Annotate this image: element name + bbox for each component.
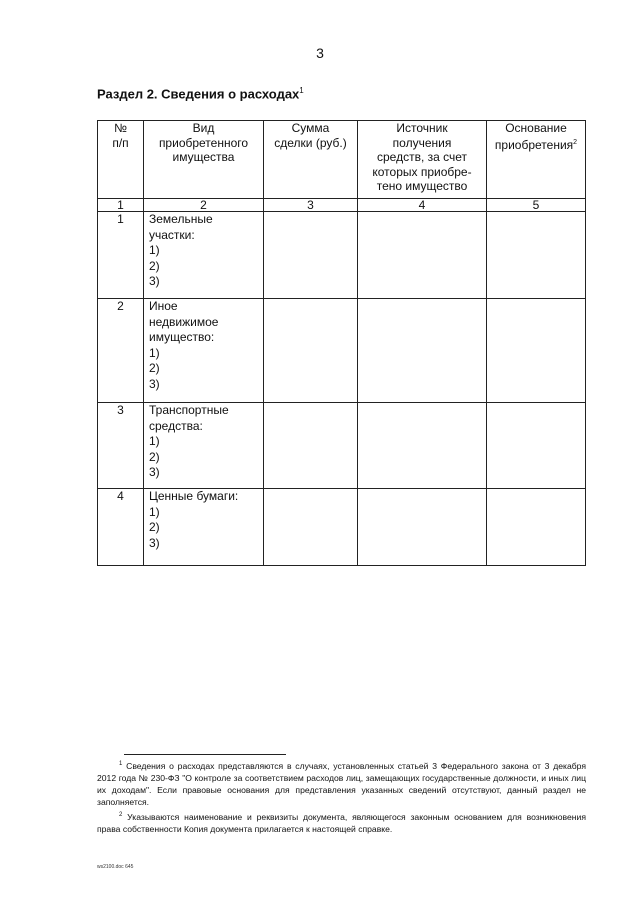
header-line: Сумма (291, 121, 330, 135)
header-line: Основание (505, 121, 567, 135)
footnote-text: Сведения о расходах представляются в случаях, установленных статьей 3 Федерального закона от 3 декабря 2012 года № 230-ФЗ "О контроле за соответствием расходов лиц, замещающих государственные должности, и иных лиц их доходам". Если правовые основания для представления указанных сведений отсутствуют, данный раздел не заполняется. (97, 760, 586, 808)
header-line: которых приобре- (372, 164, 472, 179)
header-line: сделки (руб.) (274, 135, 347, 150)
footnote-2 (97, 809, 586, 835)
funding-source-cell[interactable] (358, 299, 487, 403)
column-number: 5 (487, 199, 586, 212)
table-row (98, 403, 586, 489)
property-type-line: 1) (149, 434, 160, 448)
header-footnote-mark: 2 (573, 138, 578, 146)
header-line: тено имущество (376, 179, 468, 193)
header-line: п/п (112, 135, 129, 150)
property-type-line: 3) (149, 465, 160, 479)
property-type-line: имущество: (149, 330, 215, 344)
column-number: 1 (98, 199, 144, 212)
header-cell-1 (98, 121, 144, 199)
footnote-text: Указываются наименование и реквизиты документа, являющегося законным основанием для возникновения права собственности Копия документа прилагается к настоящей справке. (97, 811, 587, 834)
property-type-line: участки: (149, 227, 195, 242)
column-number-row (98, 199, 586, 212)
property-type-line: 3) (149, 376, 160, 391)
column-number: 4 (358, 199, 487, 212)
property-type-cell (144, 403, 264, 489)
footnotes (97, 758, 586, 835)
acquisition-basis-cell[interactable] (487, 212, 586, 299)
header-cell-2 (144, 121, 264, 199)
acquisition-basis-cell[interactable] (487, 489, 586, 566)
header-line: Вид (192, 121, 215, 135)
header-cell-4 (358, 121, 487, 199)
footnote-1 (97, 758, 586, 809)
table-row (98, 212, 586, 299)
funding-source-cell[interactable] (358, 489, 487, 566)
header-line: имущества (172, 150, 235, 164)
column-number: 2 (144, 199, 264, 212)
property-type-line: Иное (149, 299, 178, 313)
section-title-text: Раздел 2. Сведения о расходах (97, 86, 300, 102)
property-type-cell (144, 489, 264, 566)
acquisition-basis-cell[interactable] (487, 403, 586, 489)
header-line: № (114, 121, 127, 135)
property-type-line: 1) (149, 243, 160, 257)
table-header-row (98, 121, 586, 199)
header-line: приобретенного (158, 135, 249, 150)
row-number: 3 (98, 403, 144, 489)
section-footnote-mark: 1 (299, 86, 304, 95)
amount-cell[interactable] (264, 489, 358, 566)
funding-source-cell[interactable] (358, 212, 487, 299)
page-number: 3 (316, 45, 324, 61)
row-number: 2 (98, 299, 144, 403)
header-line: средств, за счет (376, 150, 468, 164)
header-line (487, 136, 585, 153)
footnote-mark: 2 (119, 811, 123, 818)
amount-cell[interactable] (264, 403, 358, 489)
header-line-text: приобретения (494, 137, 574, 152)
property-type-line: 2) (149, 520, 160, 534)
property-type-line: средства: (149, 418, 203, 433)
property-type-line: Ценные бумаги: (149, 489, 239, 503)
footnote-separator (124, 754, 286, 755)
property-type-line: 2) (149, 449, 160, 464)
header-cell-5 (487, 121, 586, 199)
section-title (97, 86, 304, 101)
expenses-table (97, 120, 586, 566)
property-type-line: Земельные (149, 212, 213, 226)
table-row (98, 489, 586, 566)
property-type-line: 1) (149, 345, 160, 360)
property-type-line: 3) (149, 535, 160, 550)
row-number: 1 (98, 212, 144, 299)
property-type-line: недвижимое (149, 314, 219, 329)
property-type-cell (144, 212, 264, 299)
property-type-cell (144, 299, 264, 403)
property-type-line: 1) (149, 504, 160, 519)
footnote-mark: 1 (119, 761, 123, 767)
property-type-line: 3) (149, 274, 160, 288)
amount-cell[interactable] (264, 299, 358, 403)
acquisition-basis-cell[interactable] (487, 299, 586, 403)
header-line: Источник (396, 121, 448, 135)
amount-cell[interactable] (264, 212, 358, 299)
file-tag: ws2100.doc 645 (97, 864, 134, 870)
property-type-line: Транспортные (149, 403, 229, 417)
property-type-line: 2) (149, 361, 160, 375)
header-cell-3 (264, 121, 358, 199)
row-number: 4 (98, 489, 144, 566)
column-number: 3 (264, 199, 358, 212)
property-type-line: 2) (149, 258, 160, 273)
table-row (98, 299, 586, 403)
header-line: получения (392, 135, 452, 150)
funding-source-cell[interactable] (358, 403, 487, 489)
